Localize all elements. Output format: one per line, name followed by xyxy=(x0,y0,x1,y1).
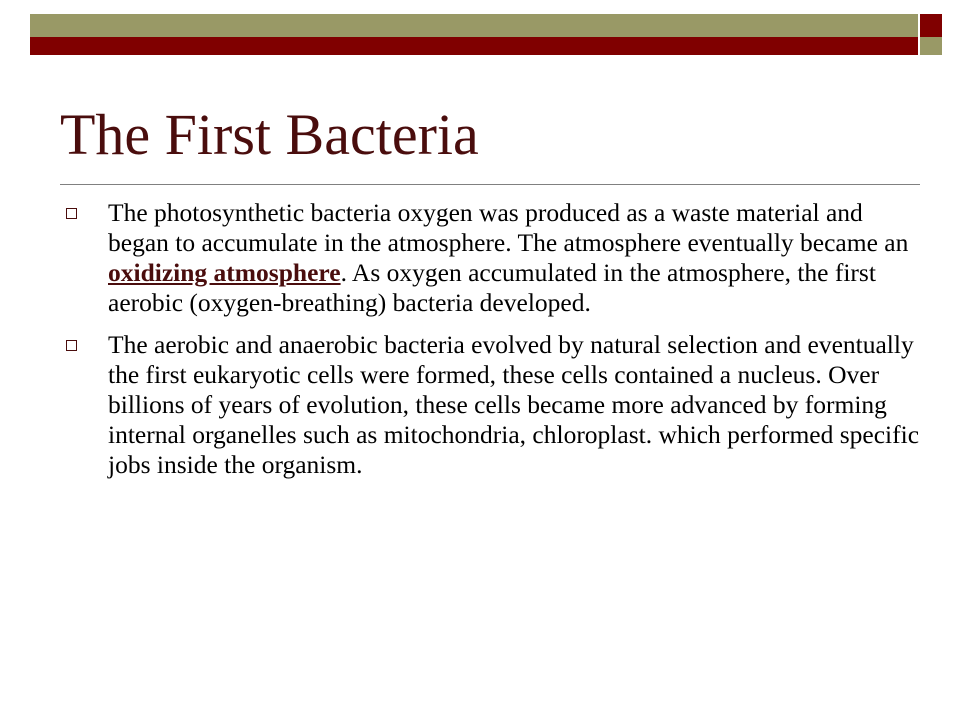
square-bullet-icon xyxy=(66,340,77,351)
bullet-list xyxy=(60,198,920,492)
corner-olive-square xyxy=(920,37,942,55)
bullet-text-after: . As oxygen accumulated in the atmosphere, the first aerobic (oxygen-breathing) bacteria developed. xyxy=(108,258,876,317)
square-bullet-icon xyxy=(66,208,77,219)
bullet-text-before: The photosynthetic bacteria oxygen was produced as a waste material and began to accumulate in the atmosphere. The atmosphere eventually became an xyxy=(108,198,909,257)
bullet-item xyxy=(60,330,920,480)
corner-maroon-square xyxy=(920,14,942,37)
top-maroon-bar xyxy=(30,37,918,55)
top-olive-bar xyxy=(30,14,918,37)
slide-title: The First Bacteria xyxy=(60,102,479,167)
bullet-text: The aerobic and anaerobic bacteria evolved by natural selection and eventually the first eukaryotic cells were formed, these cells contained a nucleus. Over billions of years of evolution, these cells became more advanced by forming internal organelles such as mitochondria, chloroplast. which performed specific jobs inside the organism. xyxy=(108,330,920,479)
title-divider xyxy=(60,184,920,185)
emphasized-term: oxidizing atmosphere xyxy=(108,258,341,287)
bullet-item xyxy=(60,198,920,318)
